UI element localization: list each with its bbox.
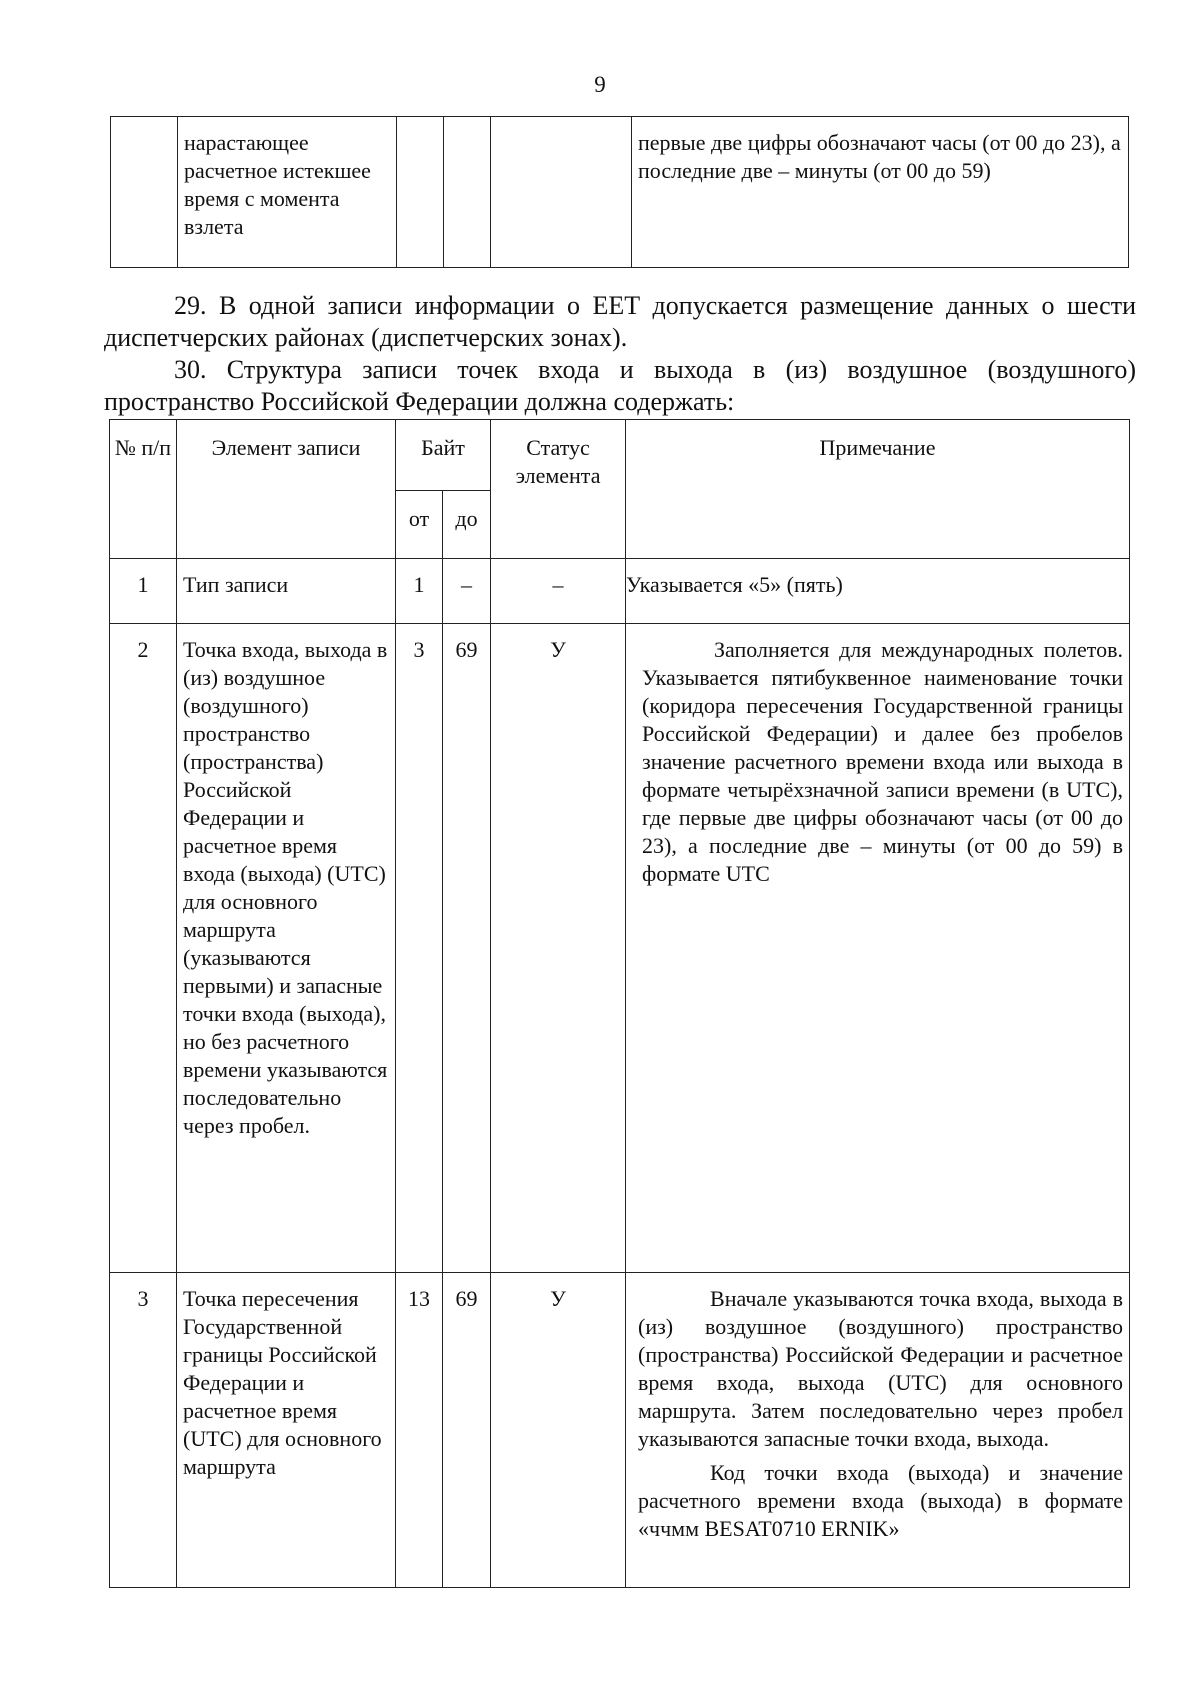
header-note: Примечание — [626, 420, 1130, 559]
paragraph-29: 29. В одной записи информации о ЕЕТ допускается размещение данных о шести диспетчерских районах (диспетчерских зонах). — [104, 291, 1136, 352]
row-note: Указывается «5» (пять) — [626, 559, 1130, 624]
row-note — [626, 624, 1130, 1273]
row-to: 69 — [443, 624, 491, 1273]
paragraph-30: 30. Структура записи точек входа и выхода в (из) воздушное (воздушного) пространство Российской Федерации должна содержать: — [104, 355, 1136, 416]
table-row — [110, 1273, 1130, 1588]
note-cell: первые две цифры обозначают часы (от 00 до 23), а последние две – минуты (от 00 до 59) — [632, 117, 1129, 268]
row-num: 3 — [110, 1273, 177, 1588]
row-status: У — [491, 624, 626, 1273]
row-element: Тип записи — [177, 559, 396, 624]
row-note — [626, 1273, 1130, 1588]
record-structure-table — [109, 419, 1130, 1588]
row-from: 1 — [396, 559, 443, 624]
header-to: до — [443, 490, 491, 558]
header-row — [110, 420, 1130, 491]
row-element: Точка пересечения Государственной границы Российской Федерации и расчетное время (UTC) для основного маршрута — [177, 1273, 396, 1588]
row-from: 13 — [396, 1273, 443, 1588]
row-num: 2 — [110, 624, 177, 1273]
row-from: 3 — [396, 624, 443, 1273]
header-element: Элемент записи — [177, 420, 396, 559]
row-to: 69 — [443, 1273, 491, 1588]
row-element: Точка входа, выхода в (из) воздушное (воздушного) пространство (пространства) Российской Федерации и расчетное время входа (выхода) (UTC) для основного маршрута (указываются первыми) и запасные точки входа (выхода), но без расчетного времени указываются последовательно через пробел. — [177, 624, 396, 1273]
header-byte: Байт — [396, 420, 491, 491]
note-text: Вначале указываются точка входа, выхода в (из) воздушное (воздушного) пространство (пространства) Российской Федерации и расчетное время входа, выхода (UTC) для основного маршрута. Затем последовательно через пробел указываются запасные точки входа, выхода. — [638, 1286, 1124, 1451]
row-status: – — [491, 559, 626, 624]
element-cell: нарастающее расчетное истекшее время с момента взлета — [178, 117, 397, 268]
row-to: – — [443, 559, 491, 624]
page-number: 9 — [594, 72, 606, 97]
table-row — [110, 559, 1130, 624]
table-row — [110, 624, 1130, 1273]
note-text: Заполняется для международных полетов. Указывается пятибуквенное наименование точки (коридора пересечения Государственной границы Российской Федерации) и далее без пробелов значение расчетного времени входа или выхода в формате четырёхзначной записи времени (в UTC), где первые две цифры обозначают часы (от 00 до 23), а последние две – минуты (от 00 до 59) в формате UTC — [642, 637, 1124, 886]
note-text-2: Код точки входа (выхода) и значение расчетного времени входа (выхода) в формате «ччмм BESAT0710 ERNIK» — [638, 1460, 1124, 1541]
table-row — [111, 117, 1129, 268]
header-from: от — [396, 490, 443, 558]
header-num: № п/п — [110, 420, 177, 559]
header-status: Статус элемента — [491, 420, 626, 559]
continued-table — [110, 116, 1129, 268]
row-num: 1 — [110, 559, 177, 624]
row-status: У — [491, 1273, 626, 1588]
